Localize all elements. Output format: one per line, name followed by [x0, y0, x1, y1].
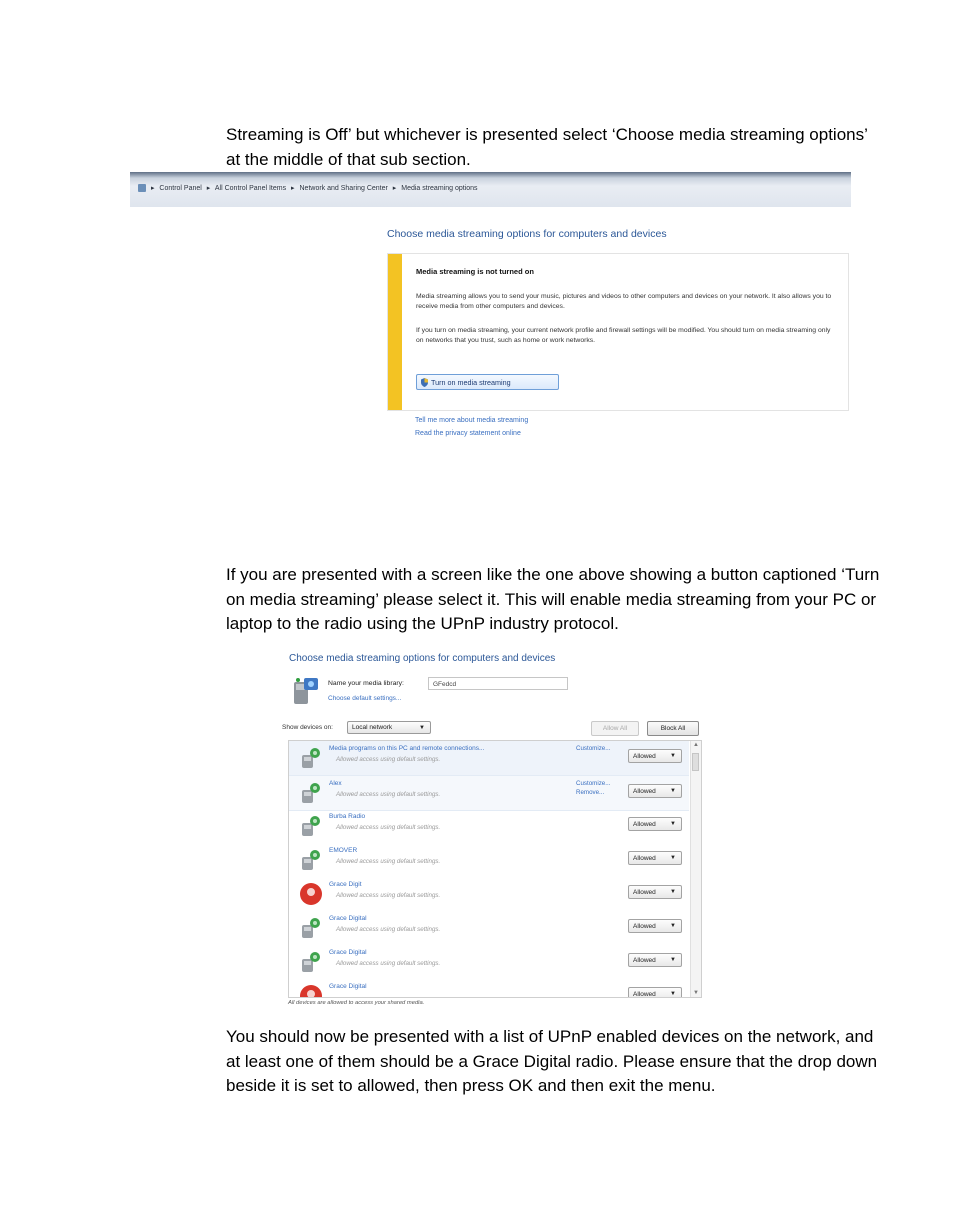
device-name[interactable]: Media programs on this PC and remote connections...: [329, 745, 485, 752]
scroll-down-icon[interactable]: ▼: [693, 990, 699, 996]
block-all-button[interactable]: Block All: [647, 721, 699, 736]
pc-icon: [299, 781, 323, 805]
tell-me-more-link[interactable]: Tell me more about media streaming: [415, 417, 529, 424]
notice-warning: If you turn on media streaming, your current network profile and firewall settings will be modified. You should turn on media streaming only on networks that you trust, such as home or work networks.: [416, 327, 831, 344]
remove-link[interactable]: Remove...: [576, 789, 605, 796]
device-row[interactable]: [289, 741, 689, 775]
device-permission-value: Allowed: [633, 991, 656, 998]
pc-icon: [299, 746, 323, 770]
notice-title: Media streaming is not turned on: [416, 267, 534, 276]
library-name-input[interactable]: GFedcd: [428, 677, 568, 690]
device-row[interactable]: [289, 979, 689, 998]
customize-link[interactable]: Customize...: [576, 780, 611, 787]
device-name[interactable]: EMOVER: [329, 847, 358, 854]
chevron-down-icon: ▼: [670, 821, 676, 827]
breadcrumb-all-items[interactable]: All Control Panel Items: [214, 185, 287, 192]
device-permission-value: Allowed: [633, 753, 656, 760]
devices-footer-note: All devices are allowed to access your shared media.: [288, 1000, 425, 1006]
pc-icon: [299, 950, 323, 974]
media-library-icon: [292, 676, 320, 706]
allow-all-button[interactable]: Allow All: [591, 721, 639, 736]
device-name[interactable]: Grace Digit: [329, 881, 362, 888]
device-row[interactable]: [289, 877, 689, 911]
final-paragraph: You should now be presented with a list of UPnP enabled devices on the network, and at least one of them should be a Grace Digital radio. Please ensure that the drop down beside it is set to allowed, then press OK and then exit the menu.: [226, 1027, 878, 1095]
streaming-off-notice: [387, 253, 849, 411]
device-row[interactable]: [289, 775, 689, 811]
device-permission-value: Allowed: [633, 855, 656, 862]
device-row[interactable]: [289, 911, 689, 945]
breadcrumb-media-streaming[interactable]: Media streaming options: [401, 185, 478, 192]
instruction-paragraph: If you are presented with a screen like the one above showing a button captioned ‘Turn on media streaming’ please select it. This will enable media streaming from your PC or laptop to the radio using the UPnP industry protocol.: [226, 565, 880, 633]
breadcrumb: [138, 184, 481, 192]
device-permission-select[interactable]: [628, 784, 682, 798]
device-access-status: Allowed access using default settings.: [336, 824, 441, 831]
device-access-status: Allowed access using default settings.: [336, 892, 441, 899]
chevron-down-icon: ▼: [670, 991, 676, 997]
chevron-down-icon: ▼: [670, 923, 676, 929]
chevron-down-icon: ▼: [670, 855, 676, 861]
device-name[interactable]: Grace Digital: [329, 915, 367, 922]
pc-icon: [299, 814, 323, 838]
library-name-label: Name your media library:: [328, 680, 404, 687]
breadcrumb-separator: ▸: [206, 185, 211, 192]
device-name[interactable]: Alex: [329, 780, 342, 787]
show-devices-label: Show devices on:: [282, 724, 333, 731]
device-access-status: Allowed access using default settings.: [336, 960, 441, 967]
device-name[interactable]: Grace Digital: [329, 949, 367, 956]
intro-paragraph: Streaming is Off’ but whichever is presented select ‘Choose media streaming options’ at the middle of that sub section.: [226, 125, 868, 169]
red-device-icon: [299, 984, 323, 998]
device-permission-value: Allowed: [633, 957, 656, 964]
choose-default-settings-link[interactable]: Choose default settings...: [328, 695, 402, 702]
device-access-status: Allowed access using default settings.: [336, 926, 441, 933]
chevron-down-icon: ▼: [670, 957, 676, 963]
shield-icon: [421, 378, 428, 387]
breadcrumb-control-panel[interactable]: Control Panel: [159, 185, 202, 192]
scrollbar[interactable]: [690, 741, 701, 997]
red-device-icon: [299, 882, 323, 906]
turn-on-button-label: Turn on media streaming: [431, 378, 511, 387]
show-devices-select[interactable]: [347, 721, 431, 734]
device-name[interactable]: Grace Digital: [329, 983, 367, 990]
page-title: Choose media streaming options for computers and devices: [387, 228, 667, 240]
customize-link[interactable]: Customize...: [576, 745, 611, 752]
device-list-screenshot: [280, 648, 705, 1012]
device-page-title: Choose media streaming options for computers and devices: [289, 653, 556, 664]
device-permission-select[interactable]: [628, 919, 682, 933]
chevron-down-icon: ▼: [670, 788, 676, 794]
chevron-down-icon: ▼: [670, 753, 676, 759]
device-access-status: Allowed access using default settings.: [336, 791, 441, 798]
privacy-statement-link[interactable]: Read the privacy statement online: [415, 430, 521, 437]
breadcrumb-network-sharing[interactable]: Network and Sharing Center: [299, 185, 388, 192]
device-row[interactable]: [289, 945, 689, 979]
address-bar: [130, 172, 851, 207]
device-access-status: Allowed access using default settings.: [336, 756, 441, 763]
device-permission-select[interactable]: [628, 885, 682, 899]
device-list: [288, 740, 702, 998]
device-row[interactable]: [289, 809, 689, 843]
breadcrumb-separator: ▸: [150, 185, 155, 192]
breadcrumb-separator: ▸: [392, 185, 397, 192]
control-panel-icon: [138, 184, 146, 192]
pc-icon: [299, 848, 323, 872]
device-name[interactable]: Burba Radio: [329, 813, 366, 820]
device-permission-select[interactable]: [628, 953, 682, 967]
media-streaming-screenshot: [130, 172, 851, 462]
chevron-down-icon: ▼: [670, 889, 676, 895]
device-permission-value: Allowed: [633, 923, 656, 930]
device-access-status: Allowed access using default settings.: [336, 858, 441, 865]
device-permission-value: Allowed: [633, 788, 656, 795]
scroll-up-icon[interactable]: ▲: [693, 742, 699, 748]
turn-on-media-streaming-button[interactable]: [416, 374, 559, 390]
pc-icon: [299, 916, 323, 940]
device-permission-select[interactable]: [628, 851, 682, 865]
show-devices-value: Local network: [352, 724, 393, 731]
device-permission-select[interactable]: [628, 987, 682, 998]
device-permission-value: Allowed: [633, 889, 656, 896]
notice-description: Media streaming allows you to send your music, pictures and videos to other computers and devices on your network. It also allows you to receive media from other computers and devices.: [416, 293, 832, 310]
device-permission-select[interactable]: [628, 817, 682, 831]
scroll-thumb[interactable]: [692, 753, 699, 771]
device-row[interactable]: [289, 843, 689, 877]
chevron-down-icon: ▼: [419, 725, 425, 731]
notice-accent-stripe: [388, 254, 402, 410]
device-permission-select[interactable]: [628, 749, 682, 763]
breadcrumb-separator: ▸: [291, 185, 295, 192]
device-permission-value: Allowed: [633, 821, 656, 828]
